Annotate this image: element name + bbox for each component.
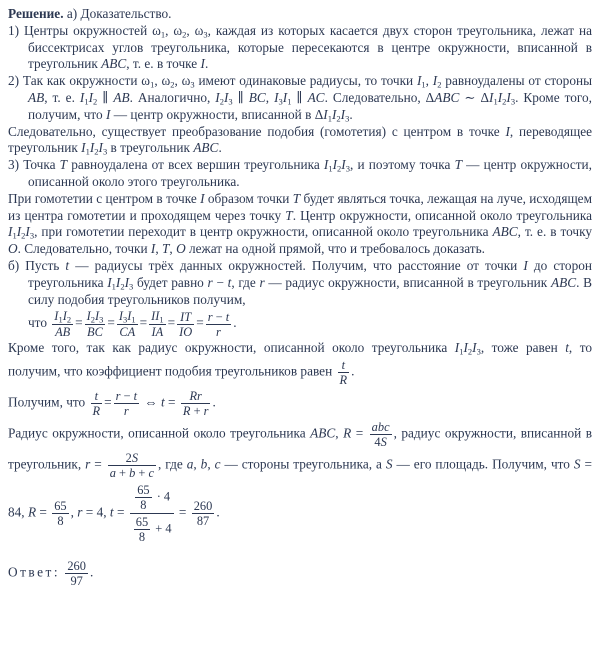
math-variable: r bbox=[207, 274, 213, 290]
fraction bbox=[65, 559, 88, 588]
math-variable: I bbox=[282, 89, 288, 105]
math-variable: IA bbox=[151, 325, 164, 340]
fraction-denominator bbox=[52, 325, 73, 339]
math-variable: I bbox=[106, 106, 111, 122]
math-variable: AC bbox=[307, 89, 325, 105]
fraction-numerator bbox=[52, 309, 73, 325]
subscript: 1 bbox=[131, 314, 136, 325]
subscript: 1 bbox=[421, 79, 426, 90]
list-marker: 3) bbox=[8, 157, 20, 173]
math-variable: b bbox=[129, 466, 136, 481]
subscript: 2 bbox=[467, 346, 473, 357]
subscript: 2 bbox=[336, 113, 341, 124]
fraction bbox=[130, 482, 174, 545]
step-2: 2) Так как окружности $\omega_1$, $\omega_2$, $\omega_3$ имеют одинаковые радиусы, то точки $I_1$, $I_2$ равноудалены от стороны AB, т. е. $I_1I_2$ ∥ AB. Аналогично, $I_2I_3$ ∥ BC, $I_3I_1$ ∥ AC. Следовательно, ΔABC ∼ $\Delta I_1I_2I_3$. Кроме того, получим, что I — центр окружности, вписанной в $\Delta I_1I_2I_3$. bbox=[8, 73, 593, 124]
subscript: 2 bbox=[219, 96, 224, 107]
fraction-numerator: 65 bbox=[137, 483, 150, 498]
subscript: 2 bbox=[437, 79, 442, 90]
fraction bbox=[91, 389, 103, 418]
subscript: 1 bbox=[328, 163, 333, 174]
math-variable: I bbox=[323, 157, 329, 173]
math-variable: I bbox=[454, 340, 460, 356]
math-variable: t bbox=[227, 274, 232, 290]
subscript: 1 bbox=[12, 230, 17, 241]
fraction-denominator: 87 bbox=[196, 514, 210, 529]
fraction bbox=[135, 483, 151, 512]
subscript: 2 bbox=[94, 146, 99, 157]
subscript: 1 bbox=[150, 79, 155, 90]
math-variable: AB bbox=[55, 325, 71, 340]
radii-formulas-paragraph: Радиус окружности, описанной около треугольника ABC, R = $\frac{\text{abc}}{4S}$ , радиус окружности, вписанной в треугольник, r = $\frac{2S}{a + b + c}$ , где a, b, c — стороны треугольника, а S — его площадь. Получим, что S = 84, R = $\frac{65}{8}$ , r = 4, t = $\frac{65}{8}$ · 4 $\frac{65}{8}$ + 4 = $\frac{260}{87}$ . bbox=[8, 420, 593, 545]
fraction-denominator: 8 bbox=[57, 514, 64, 529]
fraction-denominator bbox=[177, 325, 194, 339]
subscript: 1 bbox=[160, 29, 166, 40]
math-variable: I bbox=[62, 309, 67, 324]
math-variable: r bbox=[77, 504, 83, 520]
step-3: 3) Точка T равноудалена от всех вершин треугольника $I_1I_2I_3$, и поэтому точка T — центр окружности, описанной около этого треугольника. bbox=[8, 157, 592, 189]
subscript: 1 bbox=[287, 96, 292, 107]
math-variable: S bbox=[131, 451, 139, 466]
math-variable: I bbox=[200, 190, 205, 206]
math-variable: ABC bbox=[310, 425, 336, 441]
answer-label: Ответ: bbox=[8, 564, 61, 580]
list-marker: 2) bbox=[8, 73, 20, 89]
fraction-denominator bbox=[91, 404, 103, 418]
fraction-numerator bbox=[370, 420, 392, 435]
math-variable: T bbox=[285, 207, 293, 223]
math-variable: I bbox=[8, 224, 13, 240]
subscript: 3 bbox=[345, 113, 350, 124]
fraction-denominator bbox=[149, 325, 166, 339]
answer-line: Ответ: $\frac{260}{97}$ . bbox=[8, 559, 94, 589]
math-variable: c bbox=[214, 456, 221, 472]
math-variable: I bbox=[489, 89, 494, 105]
math-variable: ABC bbox=[550, 274, 577, 290]
math-variable: I bbox=[341, 157, 346, 173]
math-variable: II bbox=[151, 309, 160, 324]
math-variable: I bbox=[432, 73, 438, 89]
subscript: 2 bbox=[120, 281, 125, 292]
math-variable: IT bbox=[180, 309, 192, 324]
math-variable: a bbox=[109, 466, 116, 481]
fraction-numerator bbox=[117, 309, 138, 325]
fraction-denominator: 97 bbox=[70, 574, 83, 589]
math-variable: ABC bbox=[434, 89, 460, 105]
subscript: 3 bbox=[510, 96, 516, 107]
math-variable: I bbox=[81, 140, 86, 156]
math-variable: R bbox=[339, 373, 348, 388]
fraction-denominator bbox=[206, 325, 231, 339]
math-variable: I bbox=[115, 274, 121, 290]
bold-text: Решение. bbox=[8, 6, 64, 21]
fraction bbox=[177, 310, 194, 339]
math-variable: S bbox=[380, 435, 387, 450]
math-variable: S bbox=[385, 456, 393, 472]
math-variable: I bbox=[124, 274, 130, 290]
fraction bbox=[114, 389, 139, 418]
fraction-denominator: $\frac{65}{8}$ + 4 bbox=[135, 515, 172, 545]
math-variable: I bbox=[472, 340, 477, 356]
fraction-numerator: $\frac{65}{8}$ · 4 bbox=[130, 482, 174, 514]
math-variable: I bbox=[505, 123, 510, 139]
math-variable: R bbox=[182, 404, 191, 419]
subscript: 2 bbox=[66, 314, 72, 325]
math-variable: I bbox=[340, 106, 346, 122]
math-variable: abc bbox=[371, 420, 390, 435]
math-variable: I bbox=[323, 106, 328, 122]
math-variable: c bbox=[148, 466, 155, 481]
fraction bbox=[370, 420, 392, 449]
math-variable: I bbox=[523, 257, 528, 273]
math-variable: I bbox=[79, 89, 85, 105]
math-variable: t bbox=[94, 389, 99, 404]
fraction-numerator bbox=[91, 389, 103, 404]
math-variable: I bbox=[127, 309, 132, 324]
math-variable: t bbox=[65, 257, 70, 273]
fraction-numerator: 65 bbox=[135, 515, 149, 530]
math-variable: I bbox=[88, 89, 94, 105]
fraction bbox=[206, 310, 231, 339]
math-variable: t bbox=[133, 389, 138, 404]
subscript: 3 bbox=[29, 230, 35, 241]
subscript: 1 bbox=[84, 96, 89, 107]
subscript: 3 bbox=[99, 314, 104, 325]
subscript: 3 bbox=[190, 79, 195, 90]
math-variable: r bbox=[216, 324, 221, 339]
math-variable: r bbox=[115, 389, 121, 404]
math-variable: a bbox=[186, 456, 194, 472]
math-variable: I bbox=[107, 274, 112, 290]
math-variable: b bbox=[200, 456, 208, 472]
math-variable: I bbox=[200, 56, 205, 72]
math-variable: ABC bbox=[492, 224, 518, 240]
fraction-denominator: 8 bbox=[140, 498, 147, 513]
math-variable: O bbox=[176, 241, 186, 257]
subscript: 3 bbox=[129, 281, 134, 292]
fraction-denominator bbox=[85, 325, 106, 339]
fraction bbox=[338, 358, 350, 387]
fraction-numerator bbox=[338, 358, 350, 373]
fraction-numerator bbox=[149, 309, 166, 325]
math-variable: BC bbox=[248, 89, 266, 105]
subscript: 2 bbox=[170, 79, 175, 90]
math-variable: I bbox=[94, 309, 100, 324]
math-variable: AB bbox=[113, 89, 130, 105]
fraction bbox=[181, 389, 211, 418]
fraction bbox=[52, 309, 73, 339]
fraction-numerator: 260 bbox=[193, 499, 213, 514]
math-variable: I bbox=[150, 241, 156, 257]
math-variable: T bbox=[59, 157, 68, 173]
subscript: 2 bbox=[93, 96, 98, 107]
fraction-denominator bbox=[117, 325, 138, 339]
collinearity-paragraph: При гомотетии с центром в точке I образом точки T будет являться точка, лежащая на луче, исходящем из центра гомотетии и проходящем через точку T. Центр окружности, описанной около треугольника $I_1I_2I_3$, при гомотетии переходит в центр окружности, описанной около треугольника ABC, т. е. в точку O. Следовательно, точки I, T, O лежат на одной прямой, что и требовалось доказать. bbox=[8, 190, 592, 257]
subscript: 3 bbox=[345, 163, 350, 174]
solution-document bbox=[8, 6, 592, 589]
math-variable: r bbox=[85, 456, 91, 472]
math-variable: S bbox=[573, 456, 581, 472]
solution-header-line: Решение. а) Доказательство. bbox=[8, 6, 172, 21]
fraction bbox=[85, 309, 106, 339]
math-variable: I bbox=[223, 89, 229, 105]
subscript: 1 bbox=[85, 146, 90, 157]
math-variable: r bbox=[259, 274, 265, 290]
fraction-denominator: 4S bbox=[374, 435, 387, 450]
part-b: б) Пусть t — радиусы трёх данных окружностей. Получим, что расстояние от точки I до сторон треугольника $I_1I_2I_3$ будет равно r − t, где r — радиус окружности, вписанной в треугольник ABC. В силу подобия треугольников получим, что $\frac{I_1I_2}{AB}$ = $\frac{I_2I_3}{BC}$ = $\frac{I_3I_1}{CA}$ = $\frac{II_1}{IA}$ = $\frac{IT}{IO}$ = $\frac{r - t}{r}$ . bbox=[8, 257, 592, 340]
math-variable: R bbox=[343, 425, 352, 441]
math-variable: O bbox=[8, 241, 18, 257]
math-variable: I bbox=[89, 140, 95, 156]
math-variable: ABC bbox=[101, 56, 127, 72]
math-variable: BC bbox=[87, 325, 103, 340]
math-variable: T bbox=[162, 241, 170, 257]
fraction-numerator: 2S bbox=[108, 451, 156, 466]
subscript: 2 bbox=[502, 96, 507, 107]
fraction-numerator bbox=[181, 389, 211, 404]
homothety-note: Следовательно, существует преобразование подобия (гомотетия) с центром в точке I, переводящее треугольник $I_1I_2I_3$ в треугольник ABC. bbox=[8, 123, 593, 157]
list-marker: 1) bbox=[8, 22, 20, 38]
math-variable: Rr bbox=[189, 389, 202, 404]
fraction-denominator bbox=[338, 373, 350, 387]
math-variable: CA bbox=[119, 325, 136, 340]
math-variable: I bbox=[416, 73, 422, 89]
t-equation-paragraph: Получим, что $\frac{t}{R}$ = $\frac{r - t}{r}$ ⇔ t = $\frac{Rr}{R + r}$ . bbox=[8, 389, 216, 419]
subscript: 3 bbox=[102, 146, 108, 157]
math-variable: r bbox=[203, 404, 209, 419]
math-variable: I bbox=[215, 89, 220, 105]
similarity-coefficient-paragraph: Кроме того, так как радиус окружности, описанной около треугольника $I_1I_2I_3$, тоже равен t, то получим, что коэффициент подобия треугольников равен $\frac{t}{R}$ . bbox=[8, 340, 592, 388]
math-variable: I bbox=[331, 106, 337, 122]
fraction-denominator: R + r bbox=[182, 404, 209, 419]
list-marker: б) bbox=[8, 257, 20, 273]
fraction bbox=[149, 309, 166, 339]
math-variable: T bbox=[292, 190, 301, 206]
fraction-numerator: r − t bbox=[115, 389, 138, 404]
math-variable: I bbox=[25, 224, 30, 240]
fraction-numerator bbox=[177, 310, 194, 325]
subscript: 1 bbox=[58, 314, 63, 325]
math-variable: t bbox=[109, 504, 114, 520]
math-variable: I bbox=[274, 89, 279, 105]
fraction bbox=[117, 309, 138, 339]
fraction-numerator: 65 bbox=[54, 499, 67, 514]
math-variable: ABC bbox=[193, 140, 219, 156]
subscript: 1 bbox=[111, 281, 116, 292]
fraction-denominator: a + b + c bbox=[109, 466, 155, 481]
subscript: 1 bbox=[159, 314, 164, 325]
fraction-numerator bbox=[85, 309, 106, 325]
fraction bbox=[108, 451, 156, 480]
fraction-numerator: r − t bbox=[207, 309, 230, 324]
math-variable: t bbox=[341, 358, 346, 373]
math-variable: t bbox=[161, 394, 165, 410]
subscript: 1 bbox=[459, 346, 464, 357]
math-variable: I bbox=[506, 89, 511, 105]
math-variable: I bbox=[86, 309, 91, 324]
math-variable: I bbox=[54, 309, 59, 324]
fraction bbox=[192, 499, 215, 528]
math-variable: R bbox=[27, 504, 37, 520]
subscript: 2 bbox=[90, 314, 95, 325]
subscript: 3 bbox=[278, 96, 283, 107]
subscript: 1 bbox=[493, 96, 498, 107]
fraction-numerator: 260 bbox=[67, 559, 86, 574]
fraction-denominator: 8 bbox=[138, 530, 146, 545]
fraction bbox=[134, 515, 150, 544]
math-variable: I bbox=[497, 89, 503, 105]
math-variable: I bbox=[118, 309, 123, 324]
fraction-denominator bbox=[114, 404, 139, 418]
math-variable: I bbox=[332, 157, 338, 173]
subscript: 1 bbox=[327, 113, 332, 124]
math-variable: I bbox=[463, 340, 468, 356]
math-variable: r bbox=[123, 404, 129, 419]
math-variable: AB bbox=[28, 89, 45, 105]
subscript: 3 bbox=[228, 96, 233, 107]
subscript: 2 bbox=[182, 29, 187, 40]
subscript: 2 bbox=[337, 163, 342, 174]
math-variable: I bbox=[98, 140, 103, 156]
fraction bbox=[52, 499, 68, 528]
math-variable: t bbox=[225, 309, 230, 324]
math-variable: IO bbox=[179, 324, 193, 339]
math-variable: I bbox=[16, 224, 22, 240]
subscript: 3 bbox=[203, 29, 208, 40]
math-variable: T bbox=[454, 157, 462, 173]
math-variable: t bbox=[565, 340, 569, 356]
subscript: 3 bbox=[123, 314, 128, 325]
subscript: 3 bbox=[476, 346, 481, 357]
step-1: 1) Центры окружностей $\omega_1$, $\omega_2$, $\omega_3$, каждая из которых касается двух сторон треугольника, лежат на биссектрисах углов треугольника, которые пересекаются в центре окружности, вписанной в треугольник ABC, т. е. в точке I. bbox=[8, 22, 592, 72]
math-variable: R bbox=[92, 404, 101, 419]
math-variable: r bbox=[207, 309, 213, 324]
subscript: 2 bbox=[21, 230, 26, 241]
